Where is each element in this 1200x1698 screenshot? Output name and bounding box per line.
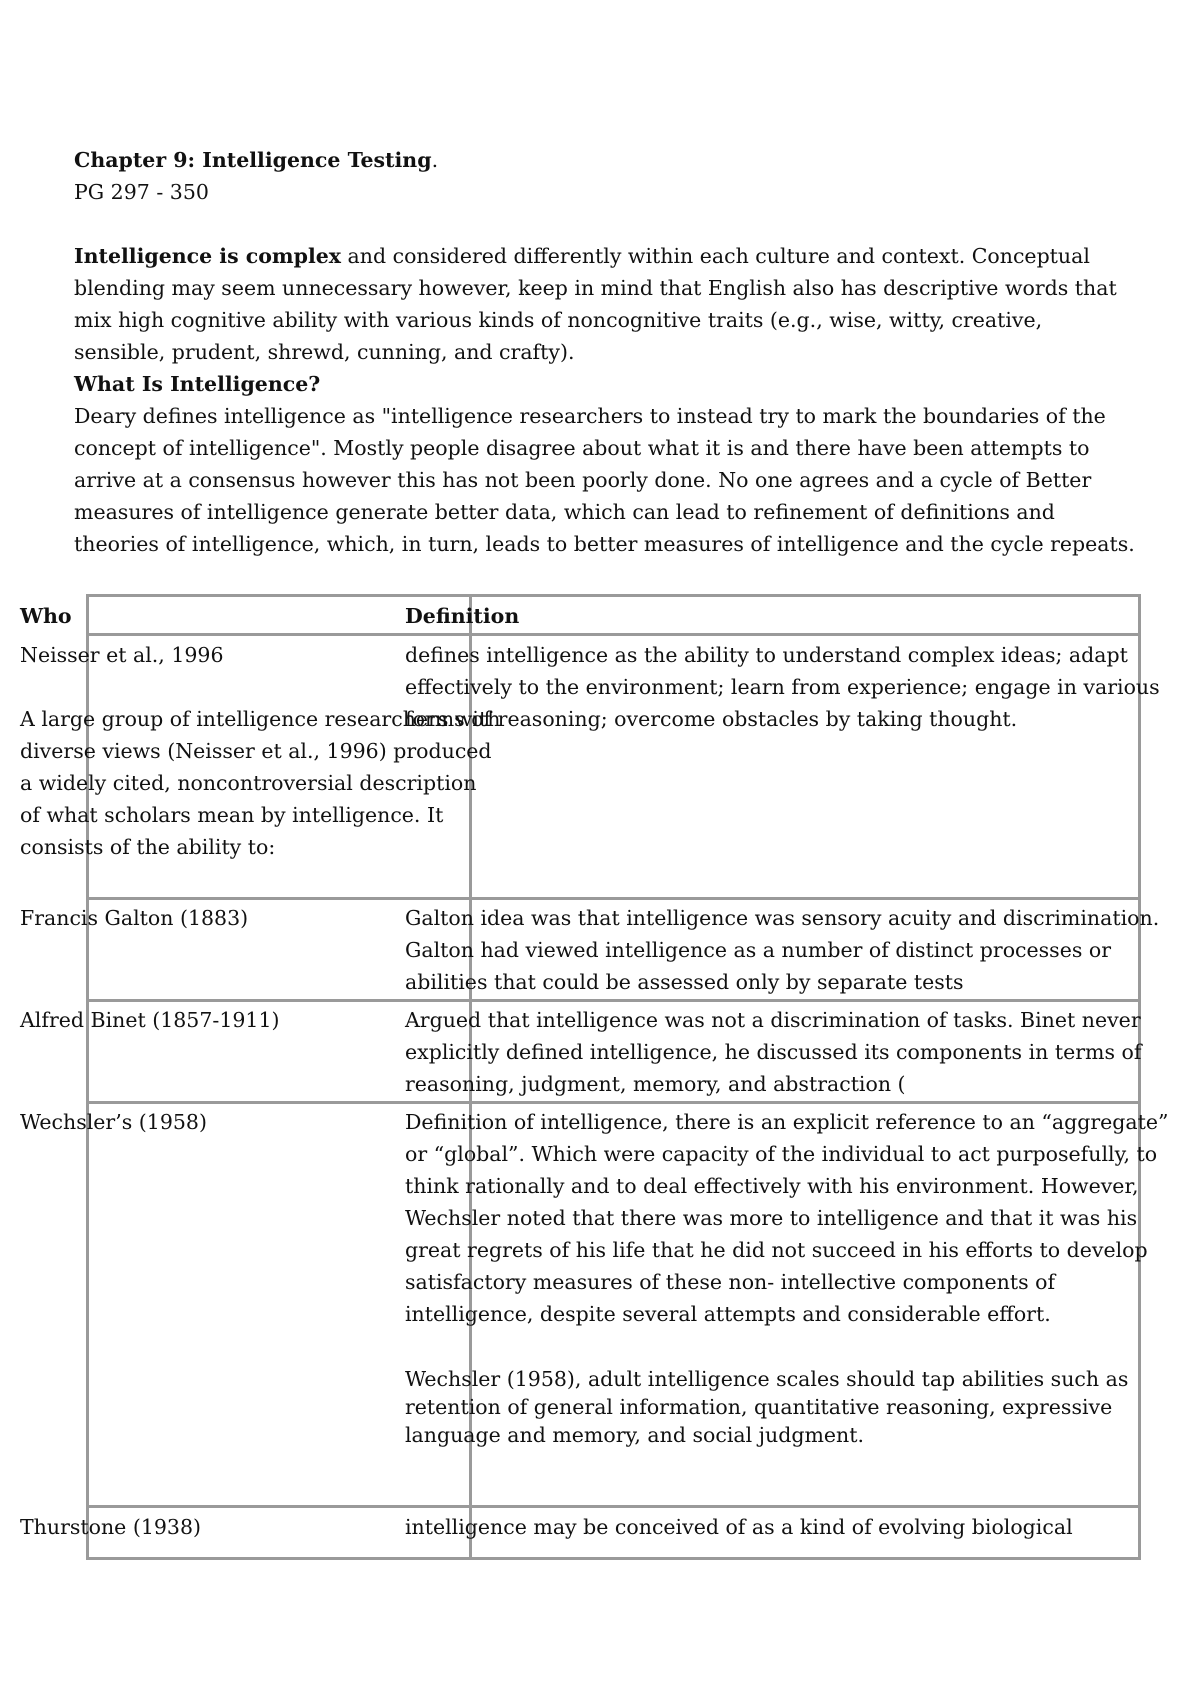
- table-row-who: [20, 1511, 201, 1543]
- intro-paragraph: [74, 240, 1117, 368]
- table-row-definition: [405, 639, 1160, 735]
- definition-line: great regrets of his life that he did not succeed in his efforts to develop: [405, 1238, 1148, 1262]
- intro-line-3: mix high cognitive ability with various kinds of noncognitive traits (e.g., wise, witty, creative,: [74, 308, 1043, 332]
- table-header-divider: [86, 633, 1141, 636]
- table-row-definition: [405, 1511, 1073, 1543]
- intro-bold-lead: Intelligence is complex: [74, 244, 342, 268]
- section-line-2: concept of intelligence". Mostly people disagree about what it is and there have been attempts to: [74, 436, 1090, 460]
- definition-line: or “global”. Which were capacity of the individual to act purposefully, to: [405, 1142, 1158, 1166]
- table-header-definition: Definition: [405, 604, 520, 628]
- definition-line: Argued that intelligence was not a discrimination of tasks. Binet never: [405, 1008, 1141, 1032]
- who-line: Francis Galton (1883): [20, 906, 249, 930]
- section-heading: What Is Intelligence?: [74, 372, 321, 396]
- definition-line: Wechsler (1958), adult intelligence scales should tap abilities such as: [405, 1367, 1129, 1391]
- chapter-title-period: .: [431, 148, 439, 172]
- section-line-3: arrive at a consensus however this has not been poorly done. No one agrees and a cycle of Better: [74, 468, 1092, 492]
- chapter-title-text: Chapter 9: Intelligence Testing: [74, 148, 432, 172]
- who-line: Neisser et al., 1996: [20, 643, 224, 667]
- definition-line: think rationally and to deal effectively with his environment. However,: [405, 1174, 1139, 1198]
- section-line-5: theories of intelligence, which, in turn, leads to better measures of intelligence and the cycle repeats.: [74, 532, 1135, 556]
- table-row-who: [20, 1004, 280, 1036]
- section-paragraph: [74, 400, 1135, 560]
- table-row-who: [20, 1106, 207, 1138]
- who-line: Thurstone (1938): [20, 1515, 201, 1539]
- definition-line: Definition of intelligence, there is an explicit reference to an “aggregate”: [405, 1110, 1169, 1134]
- table-row-divider: [86, 1101, 1141, 1104]
- table-border-bottom: [86, 1557, 1141, 1560]
- chapter-title: [74, 144, 438, 176]
- table-row-definition: [405, 902, 1159, 998]
- section-line-1: Deary defines intelligence as "intelligence researchers to instead try to mark the boundaries of the: [74, 404, 1106, 428]
- page-range: PG 297 - 350: [74, 180, 209, 204]
- table-row-definition: [405, 1106, 1169, 1330]
- definition-line: defines intelligence as the ability to understand complex ideas; adapt: [405, 643, 1128, 667]
- who-line: Alfred Binet (1857-1911): [20, 1008, 280, 1032]
- who-line: consists of the ability to:: [20, 835, 276, 859]
- intro-line-2: blending may seem unnecessary however, keep in mind that English also has descriptive words that: [74, 276, 1117, 300]
- intro-line-4: sensible, prudent, shrewd, cunning, and crafty).: [74, 340, 575, 364]
- table-row-divider: [86, 999, 1141, 1002]
- who-line: a widely cited, noncontroversial description: [20, 771, 477, 795]
- definition-line: intelligence may be conceived of as a kind of evolving biological: [405, 1515, 1073, 1539]
- section-line-4: measures of intelligence generate better data, which can lead to refinement of definitions and: [74, 500, 1055, 524]
- definition-line: explicitly defined intelligence, he discussed its components in terms of: [405, 1040, 1142, 1064]
- table-header-who: Who: [20, 604, 72, 628]
- definition-line: forms of reasoning; overcome obstacles by taking thought.: [405, 707, 1018, 731]
- who-line: A large group of intelligence researchers with: [20, 707, 501, 731]
- who-line: of what scholars mean by intelligence. It: [20, 803, 444, 827]
- table-row-who: [20, 902, 248, 934]
- table-row-definition-extra: [405, 1365, 1128, 1449]
- definition-line: reasoning, judgment, memory, and abstraction (: [405, 1072, 906, 1096]
- table-row-divider: [86, 1505, 1141, 1508]
- intro-line-1: [74, 240, 1090, 272]
- definition-line: language and memory, and social judgment.: [405, 1423, 864, 1447]
- definition-line: satisfactory measures of these non- intellective components of: [405, 1270, 1056, 1294]
- who-line: Wechsler’s (1958): [20, 1110, 207, 1134]
- definition-line: retention of general information, quantitative reasoning, expressive: [405, 1395, 1113, 1419]
- table-border-top: [86, 594, 1141, 597]
- who-line: diverse views (Neisser et al., 1996) produced: [20, 739, 492, 763]
- table-row-definition: [405, 1004, 1141, 1100]
- intro-line-1-rest: and considered differently within each culture and context. Conceptual: [341, 244, 1090, 268]
- definition-line: Wechsler noted that there was more to intelligence and that it was his: [405, 1206, 1138, 1230]
- definition-line: effectively to the environment; learn from experience; engage in various: [405, 675, 1160, 699]
- table-row-divider: [86, 897, 1141, 900]
- definition-line: abilities that could be assessed only by separate tests: [405, 970, 964, 994]
- definition-line: intelligence, despite several attempts and considerable effort.: [405, 1302, 1051, 1326]
- definition-line: Galton had viewed intelligence as a number of distinct processes or: [405, 938, 1112, 962]
- definition-line: Galton idea was that intelligence was sensory acuity and discrimination.: [405, 906, 1160, 930]
